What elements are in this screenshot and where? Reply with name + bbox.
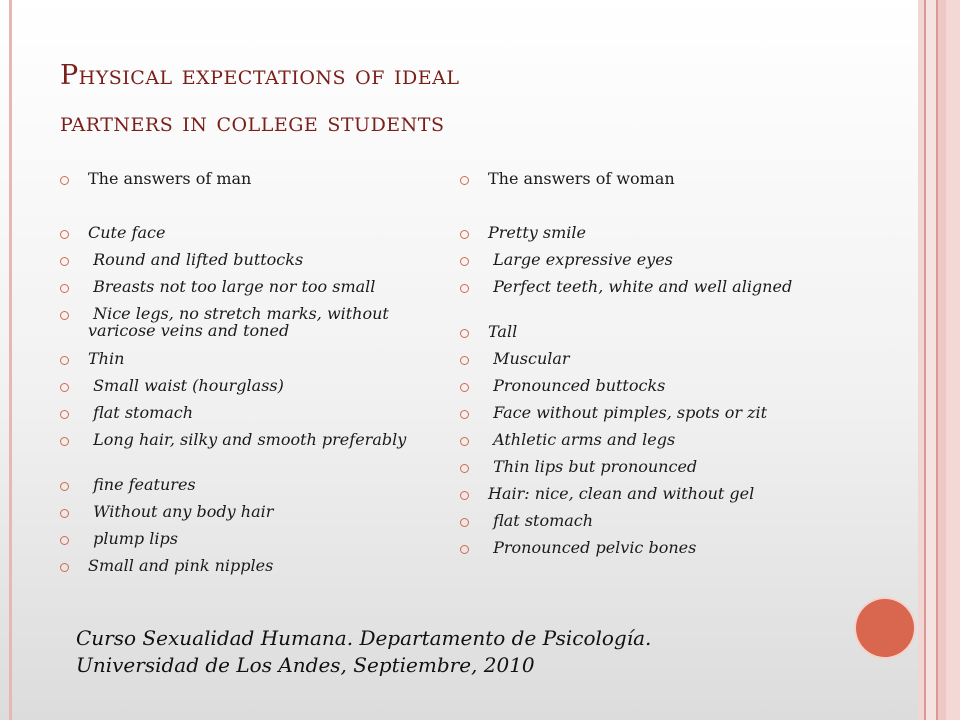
women-answers-header: [460, 170, 820, 224]
list-item-text: Athletic arms and legs: [488, 430, 676, 449]
left-border-decoration: [9, 0, 12, 720]
bullet-icon: [460, 176, 469, 185]
men-answers-header-text: The answers of man: [88, 169, 252, 188]
list-item: [460, 278, 820, 323]
men-answers-header: [60, 170, 445, 224]
list-item: [460, 431, 820, 458]
list-item: [60, 377, 445, 404]
bullet-icon: [60, 176, 69, 185]
bullet-icon: [460, 491, 469, 500]
list-item: [460, 485, 820, 512]
list-item-text: Round and lifted buttocks: [88, 250, 304, 269]
list-item-text: Pronounced pelvic bones: [488, 538, 697, 557]
list-item-text: Cute face: [88, 223, 166, 242]
slide-title: [60, 52, 860, 146]
list-item-text: Large expressive eyes: [488, 250, 673, 269]
list-item: [460, 224, 820, 251]
source-citation-line-2: Universidad de Los Andes, Septiembre, 2010: [76, 653, 535, 677]
bullet-icon: [460, 383, 469, 392]
list-item: [60, 557, 445, 584]
list-item: [460, 323, 820, 350]
bullet-icon: [60, 437, 69, 446]
bullet-icon: [60, 311, 69, 320]
bullet-icon: [60, 563, 69, 572]
bullet-icon: [60, 383, 69, 392]
slide-title-line-1: Physical expectations of ideal: [60, 60, 460, 91]
list-item: [460, 539, 820, 566]
bullet-icon: [60, 356, 69, 365]
list-item-text: flat stomach: [488, 511, 594, 530]
list-item: [460, 350, 820, 377]
bullet-icon: [60, 257, 69, 266]
list-item-text: Face without pimples, spots or zit: [488, 403, 768, 422]
list-item-text: plump lips: [88, 529, 178, 548]
women-answers-list: [460, 170, 820, 566]
decorative-circle: [856, 599, 914, 657]
list-item-text: Nice legs, no stretch marks, without varicose veins and toned: [88, 304, 394, 340]
list-item-text: flat stomach: [88, 403, 194, 422]
list-item-text: Tall: [488, 322, 518, 341]
bullet-icon: [460, 437, 469, 446]
right-band-decoration: [946, 0, 960, 720]
list-item-text: Small waist (hourglass): [88, 376, 284, 395]
list-item-text: Perfect teeth, white and well aligned: [488, 277, 793, 296]
right-band-decoration: [938, 0, 946, 720]
list-item-text: fine features: [88, 475, 196, 494]
list-item: [460, 458, 820, 485]
slide-title-line-2: partners in college students: [60, 107, 445, 138]
bullet-icon: [60, 509, 69, 518]
list-item-text: Thin: [88, 349, 125, 368]
bullet-icon: [460, 284, 469, 293]
list-item-text: Pretty smile: [488, 223, 586, 242]
bullet-icon: [460, 545, 469, 554]
bullet-icon: [60, 482, 69, 491]
source-citation-line-1: Curso Sexualidad Humana. Departamento de Psicología.: [76, 626, 652, 650]
list-item: [60, 278, 445, 305]
list-item: [60, 431, 445, 476]
bullet-icon: [460, 518, 469, 527]
list-item: [460, 377, 820, 404]
list-item-text: Without any body hair: [88, 502, 274, 521]
bullet-icon: [460, 329, 469, 338]
list-item: [60, 350, 445, 377]
list-item-text: Breasts not too large nor too small: [88, 277, 376, 296]
list-item: [60, 251, 445, 278]
bullet-icon: [460, 410, 469, 419]
list-item: [60, 476, 445, 503]
list-item: [460, 404, 820, 431]
list-item-text: Hair: nice, clean and without gel: [488, 484, 755, 503]
list-item: [60, 404, 445, 431]
bullet-icon: [460, 230, 469, 239]
bullet-icon: [460, 257, 469, 266]
list-item-text: Pronounced buttocks: [488, 376, 666, 395]
list-item: [60, 503, 445, 530]
bullet-icon: [60, 536, 69, 545]
list-item: [60, 224, 445, 251]
list-item-text: Thin lips but pronounced: [488, 457, 698, 476]
list-item: [460, 251, 820, 278]
list-item-text: Long hair, silky and smooth preferably: [88, 430, 407, 449]
bullet-icon: [460, 464, 469, 473]
list-item: [60, 305, 445, 350]
bullet-icon: [60, 410, 69, 419]
bullet-icon: [60, 230, 69, 239]
list-item-text: Small and pink nipples: [88, 556, 274, 575]
source-citation: [76, 625, 651, 679]
right-band-decoration: [926, 0, 936, 720]
women-answers-header-text: The answers of woman: [488, 169, 675, 188]
bullet-icon: [60, 284, 69, 293]
list-item: [60, 530, 445, 557]
list-item: [460, 512, 820, 539]
men-answers-list: [60, 170, 445, 584]
list-item-text: Muscular: [488, 349, 570, 368]
bullet-icon: [460, 356, 469, 365]
